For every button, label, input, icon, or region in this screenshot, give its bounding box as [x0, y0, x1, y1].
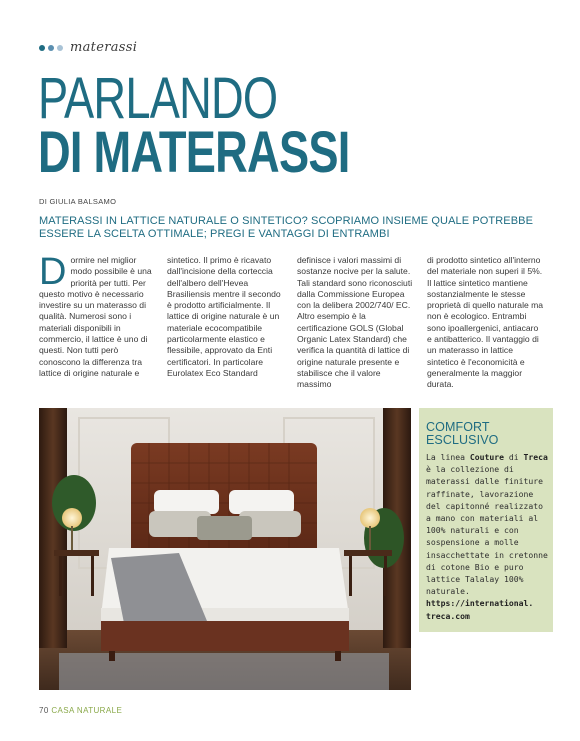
dot-icon — [57, 45, 63, 51]
dot-icon — [48, 45, 54, 51]
headline-line-1: PARLANDO — [38, 66, 278, 131]
magazine-section: CASA NATURALE — [51, 706, 123, 715]
sidebar-intro: La linea — [426, 452, 470, 462]
brand-name: Couture — [469, 452, 504, 462]
sidebar-box — [419, 408, 553, 632]
sidebar-text — [426, 451, 550, 622]
page-footer — [39, 706, 122, 715]
section-label: materassi — [70, 40, 138, 55]
brand-name: Treca — [523, 452, 548, 462]
bed-photo — [39, 408, 411, 690]
dot-icon — [39, 45, 45, 51]
website-link[interactable]: https://international. treca.com — [426, 598, 534, 621]
body-column-3: definisce i valori massimi di sostanze nocive per la salute. Tali standard sono riconosciuti dalla Commissione Europea con la delibera 2002/740/ EC. Altro esempio è la certificazione GOLS (Global Organic Latex Standard) che verifica la quantità di lattice di origine naturale presente e stabilisce che il valore massimo — [297, 255, 413, 390]
body-column-1 — [39, 251, 157, 379]
body-column-4: di prodotto sintetico all'interno del materiale non superi il 5%. Il lattice sintetico mantiene sostanzialmente le stesse proprietà di quello naturale ma non è ecologico. Entrambi sono ipoallergenici, antiacaro e antibatterico. Il vantaggio di un materasso in lattice sintetico è l'economicità e generalmente la maggior durata. — [427, 255, 544, 390]
bedroom-illustration — [39, 408, 411, 690]
body-text: ormire nel miglior modo possibile è una priorità per tutti. Per questo motivo è necessario investire su un materasso di qualità. Numerosi sono i materiali disponibili in commercio, il lattice è uno di questi. Non tutti però conoscono la differenza tra lattice di origine naturale e — [39, 255, 152, 378]
body-column-2: sintetico. Il primo è ricavato dall'incisione della corteccia dell'albero dell'Hevea Brasiliensis mentre il secondo è prodotto artificialmente. Il lattice di origine naturale è un materiale ecocompatibile particolarmente elastico e flessibile, approvato da Enti certificatori. In particolare Eurolatex Eco Standard — [167, 255, 281, 378]
page-number: 70 — [39, 706, 49, 715]
sidebar-description: è la collezione di materassi dalle finiture raffinate, lavorazione del capitonné realizzato a mano con materiali al 100% naturali e con sospensione a molle insacchettate in cretonne di cotone Bio e puro lattice Talalay 100% naturale. — [426, 464, 548, 597]
drop-cap: D — [39, 251, 67, 293]
section-tag — [39, 40, 137, 55]
headline-line-2: DI MATERASSI — [38, 120, 350, 185]
byline: DI GIULIA BALSAMO — [39, 197, 117, 206]
sidebar-connector: di — [503, 452, 524, 462]
lead-paragraph: MATERASSI IN LATTICE NATURALE O SINTETICO? SCOPRIAMO INSIEME QUALE POTREBBE ESSERE LA SCELTA OTTIMALE; PREGI E VANTAGGI DI ENTRAMBI — [39, 215, 534, 240]
sidebar-title: COMFORT ESCLUSIVO — [426, 420, 499, 447]
